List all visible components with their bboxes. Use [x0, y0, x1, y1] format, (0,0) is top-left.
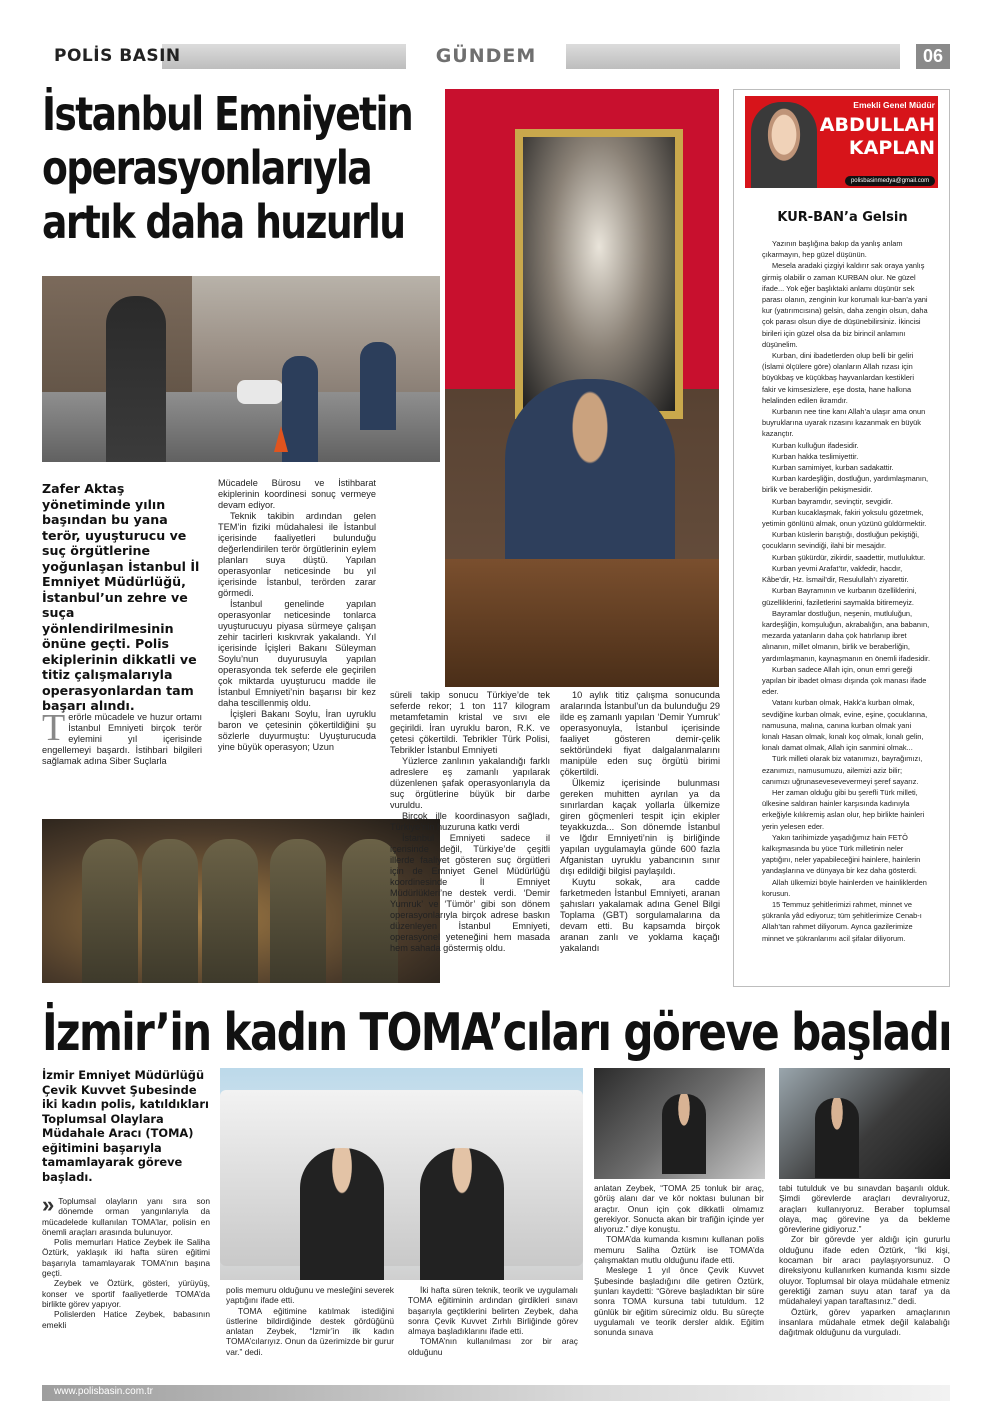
paragraph: Vatanı kurban olmak, Hakk’a kurban olmak, sevdiğine kurban olmak, evine, eşine, çocuklarına, namusuna, malına, canına kurban olmak yani kınalı Hasan olmak, kınalı koç olmak, kınalı gelin, kınalı damat olmak, Allah için sanmini olmak...	[762, 698, 928, 753]
paragraph: Kurban kardeşliğin, dostluğun, yardımlaşmanın, birlik ve beraberliğin pekişmesidir.	[762, 474, 929, 495]
article2-column-1	[42, 1192, 210, 1330]
paragraph: Kurban şükürdür, zikirdir, saadettir, mutluluktur.	[772, 552, 926, 562]
publication-name: POLİS BASIN	[54, 46, 181, 66]
column-text: erörle mücadele ve huzur ortamı İstanbul Emniyeti birçok terör eylemini yıl içerisinde engellemeyi başardı. İstihbari bilgileri sağlamak adına Siber Suçlarla	[42, 712, 202, 766]
paragraph: İstanbul genelinde yapılan operasyonlar neticesinde tonlarca uyuşturucuyu piyasa sürmeye çalışan zehir tacirleri kıskıvrak yakalandı. Yıl içerisinde İçişleri Bakanı Süleyman Soylu’nun duyurusuyla yapılan operasyonda tek seferde ele geçirilen çok miktarda uyuşturucu madde ile İstanbul Emniyeti’nin başarısı bir kez daha tescillenmiş oldu.	[218, 599, 376, 708]
author-photo	[751, 102, 817, 188]
police-street-photo	[42, 276, 440, 462]
paragraph: Her zaman olduğu gibi bu şerefli Türk milleti, ülkesine saldıran hainler karşısında kadınıyla erkeğiyle kılıkremiş aslan olur, hep birlikte hainleri yerin yelesen eder.	[762, 787, 925, 831]
toma-cab-photo-1	[594, 1068, 765, 1179]
paragraph: Meslege 1 yıl önce Çevik Kuvvet Şubesinde başladığını dile getiren Öztürk, şunları kaydetti: “Göreve başladıktan bir süre sonra TOMA kursuna tabi tutuldum. 12 günlük bir eğitim sürecimiz oldu. Bu süreçte uygulamalı ve teorik dersler aldık. Eğitim sonunda sınava	[594, 1265, 764, 1338]
page-header	[42, 44, 950, 69]
author-first-name: ABDULLAH	[819, 114, 935, 136]
paragraph: Teknik takibin ardından gelen TEM’in fiziki müdahalesi ile İstanbul içerisinde faaliyetleri bulunduğu değerlendirilen terör örgütlerinin eylem planları suya düştü. Yapılan operasyonlar neticesinde bu yıl içerisinde İstanbul, terörden zarar görmedi.	[218, 511, 376, 598]
paragraph: TOMA’da kumanda kısmını kullanan polis memuru Saliha Öztürk ise TOMA’da çalışmaktan mutlu olduğunu ifade etti.	[594, 1234, 764, 1266]
article2-column-5	[779, 1183, 950, 1337]
paragraph: İki hafta süren teknik, teorik ve uygulamalı TOMA eğitiminin ardından girdikleri sınavı başarıyla geçtiklerini belirten Zeybek, daha sonra Çevik Kuvvet Zırhlı Birliğinde görev almaya başladıklarını ifade etti.	[408, 1285, 578, 1337]
paragraph: Kurban samimiyet, kurban sadakattir.	[772, 463, 894, 473]
paragraph: Kurban, dini ibadetlerden olup belli bir geliri (İslami ölçülere göre) olanların Allah rızası için büyükbaş ve küçükbaş hayvanlardan kestikleri fakir ve kimsesizlere, eşe dosta, hane halkına helalinden edilen ikramdır.	[762, 351, 915, 405]
page-footer	[42, 1385, 950, 1401]
paragraph: Polis memurları Hatice Zeybek ile Saliha Öztürk, yaklaşık iki hafta süren eğitimi başarıyla tamamlayarak TOMA’nın başına geçti.	[42, 1237, 210, 1279]
paragraph: Ülkemiz içerisinde bulunması gereken muhitten ayrılan ya da sınırlardan kaçak yollarla ülkemize giren göçmenleri tespit için ekipler teyakkuzda... Son dönemde İstanbul ve Iğdır Emniyeti’nin iş birliğinde yapılan uygulamayla günde 600 fazla Afganistan uyruklu yabancının sınır dışı edildiği bilgisi paylaşıldı.	[560, 778, 720, 876]
toma-cab-photo-2	[779, 1068, 950, 1179]
paragraph: Kurbanın nee tine kanı Allah’a ulaşır ama onun buyruklarına uyarak rızasını kazanmak en büyük kazançtır.	[762, 407, 926, 439]
paragraph: Kurban küslerin barıştığı, dostluğun pekiştiği, çocukların sevindiği, ilahi bir mesajdır.	[762, 530, 920, 551]
paragraph: Kurban kucaklaşmak, fakiri yoksulu gözetmek, yetimin gönlünü almak, onun yüzünü güldürmektir.	[762, 507, 927, 529]
paragraph: Birçok ille koordinasyon sağladı, Türkiye’nin huzuruna katkı verdi	[390, 811, 550, 832]
paragraph: Kuytu sokak, ara cadde farketmeden İstanbul Emniyeti, aranan şahısları yakalamak adına Genel Bilgi Toplama (GBT) sorgulamalarına da devam etti. Bu kapsamda birçok aranan zanlı ve yoklama kaçağı yakalandı	[560, 877, 720, 953]
paragraph: Kurban kulluğun ifadesidir.	[772, 440, 859, 450]
paragraph: Zor bir görevde yer aldığı için gururlu olduğunu ifade eden Öztürk, “İki kişi, kocaman bir aracı paylaşıyorsunuz. O direksiyonu kullanırken kumanda kısmı sizde oluyor. Toplumsal bir olaya müdahale etmeniz gerektiği zaman suyu atan taraf ya da müdahaleyi yapan taraftasınız.” dedi.	[779, 1234, 950, 1307]
paragraph: Türk milleti olarak biz vatanımızı, bayrağımızı, ezanımızı, namusumuzu, ailemizi aziz bilir; canımızı uğrunasevesevevermeyi şeref sayarız.	[762, 754, 923, 786]
article2-column-4	[594, 1183, 764, 1337]
paragraph: İstanbul Emniyeti sadece il içerisinde değil, Türkiye’de çeşitli illerde faaliyet gösteren suç örgütleri için de Emniyet Genel Müdürlüğü koordinesinde İl Emniyet Müdürlükleri’ne destek verdi. ‘Demir Yumruk’ ve ‘Tümör’ gibi son dönem operasyonlarıyla birçok adrese baskın düzenleyen İstanbul Emniyeti, operasyonel yeteneğini hem masada hem sahada göstermiş oldu.	[390, 833, 550, 953]
paragraph: tabi tutulduk ve bu sınavdan başarılı olduk. Şimdi görevlerde araçları devralıyoruz, araçları kullanıyoruz. Beraber toplumsal olaya, maç görevine ya da bekleme görevlerine gidiyoruz.”	[779, 1183, 950, 1235]
article-column-3	[390, 690, 550, 954]
paragraph: TOMA eğitimine katılmak istediğini üstlerine bildirdiğinde destek gördüğünü anlatan Zeybek, “İzmir’in ilk kadın TOMA’cılarıyız. Onun da üzerimizde bir gurur var.” dedi.	[226, 1305, 394, 1357]
author-name	[815, 114, 935, 160]
opinion-column	[733, 89, 950, 987]
section-label: GÜNDEM	[406, 44, 566, 69]
article-lead: Zafer Aktaş yönetiminde yılın başından bu yana terör, uyuşturucu ve suç örgütlerine yoğunlaşan İstanbul İl Emniyet Müdürlüğü, İstanbul’un zehre ve suça yönlendirilmesinin önüne geçti. Polis ekiplerinin dikkatli ve titiz çalışmalarıyla operasyonlardan tam başarı alındı.	[42, 481, 200, 713]
paragraph: Yazının başlığına bakıp da yanlış anlam çıkarmayın, hep güzel düşünün.	[762, 239, 903, 260]
paragraph: Kurban Bayramının ve kurbanın özelliklerini, güzelliklerini, faziletlerini saymakla bitiremeyiz.	[762, 586, 917, 607]
toma-officers-photo	[220, 1068, 583, 1280]
article-column-4	[560, 690, 720, 954]
quote-marker-icon: »	[42, 1192, 55, 1217]
paragraph: 15 Temmuz şehitlerimizi rahmet, minnet ve şükranla yâd ediyoruz; tüm şehitlerimize Cenab-ı Allah’tan rahmet diliyorum. Ayrıca gazilerimize minnet ve şükranlarımı acil şifalar diliyorum.	[762, 899, 922, 943]
paragraph: Kurban hakka teslimiyettir.	[772, 451, 859, 461]
article-lead: İzmir Emniyet Müdürlüğü Çevik Kuvvet Şubesinde iki kadın polis, katıldıkları Toplumsal Olaylara Müdahale Aracı (TOMA) eğitimini başarıyla tamamlayarak göreve başladı.	[42, 1068, 209, 1184]
paragraph: Kurban yevmi Arafat’tır, vakfedir, hacdır, Kâbe’dir, Hz. İsmail’dir, Resulullah’ı ziyarettir.	[762, 563, 909, 585]
column-body	[762, 238, 930, 944]
paragraph: Kurban sadece Allah için, onun emri gereği yapılan bir ibadet olması dışında çok manası ifade eder.	[762, 664, 927, 697]
author-banner	[745, 96, 938, 188]
paragraph: Allah ülkemizi böyle hainlerden ve hainliklerden korusun.	[762, 877, 927, 898]
paragraph: Polislerden Hatice Zeybek, babasının emekli	[42, 1309, 210, 1330]
headline-istanbul	[42, 87, 413, 249]
author-role: Emekli Genel Müdür	[853, 100, 935, 110]
column-title: KUR-BAN’a Gelsin	[777, 210, 908, 225]
paragraph: anlatan Zeybek, “TOMA 25 tonluk bir araç, görüş alanı dar ve kör noktası bulunan bir araçtır. Onun için çok dikkatli olmamız gerekiyor. Sonucta akan bir trafiğin içinde yer alıyoruz.” diye konuştu.	[594, 1183, 764, 1235]
author-last-name: KAPLAN	[848, 137, 935, 159]
paragraph: Mesela aradaki çizgiyi kaldırır sak oraya yanlış girmiş olabilir o zaman KURBAN olur. Ne güzel ifade... Yok eğer başlıktaki anlamı düşünür sek parası olanın, zenginin kur korumalı kur-ban’a yani kur (yatırımcısına) gelsin, daha zengin olsun, daha çok parası olsun diye de düşünebilirsiniz. İkincisi birileri için güzel olsa da biz birincil anlamını düşünelim.	[762, 261, 928, 349]
paragraph: Yakın tarihimizde yaşadığımız hain FETÖ kalkışmasında bu yüce Türk milletinin neler yaptığını, neler yapabileceğini hainlere, hainlerin yandaşlarına ve dünyaya bir kez daha gösterdi.	[762, 832, 921, 876]
paragraph: süreli takip sonucu Türkiye’de tek seferde rekor; 1 ton 117 kilogram metamfetamin kristal ve sıvı ele geçirildi. İran uyruklu baron, R.K. ve çetesi çökertildi. Tebrikler Türk Polisi, Tebrikler İstanbul Emniyeti	[390, 690, 550, 755]
paragraph: polis memuru olduğunu ve mesleğini severek yaptığını ifade etti.	[226, 1285, 394, 1306]
police-chief-photo	[445, 89, 719, 687]
paragraph: Öztürk, görev yaparken amaçlarının insanlara müdahale etmek değil kalabalığı dağıtmak olduğunu da vurguladı.	[779, 1306, 950, 1338]
paragraph: 10 aylık titiz çalışma sonucunda aralarında İstanbul’un da bulunduğu 29 ilde eş zamanlı yapılan ‘Demir Yumruk’ operasyonuyla, İstanbul içerisinde faaliyet gösteren demir-çelik sektöründeki fiyat dalgalanmalarını manipüle eden suç örgütü birimi çökertildi.	[560, 690, 720, 777]
paragraph: Yüzlerce zanlının yakalandığı farklı adreslere eş zamanlı yapılarak düzenlenen şafak operasyonlarıyla da suç örgütlerine büyük bir darbe vuruldu.	[390, 756, 550, 810]
paragraph: TOMA’nın kullanılması zor bir araç olduğunu	[408, 1336, 578, 1357]
page-number: 06	[916, 44, 950, 69]
paragraph: Mücadele Bürosu ve İstihbarat ekiplerinin koordinesi sonuç vermeye devam ediyor.	[218, 478, 376, 510]
paragraph: Toplumsal olayların yanı sıra son dönemde orman yangınlarıyla da mücadelede kullanılan TOMA’lar, polisin en önemli araçları arasında bulunuyor.	[42, 1196, 210, 1237]
headline-text: İstanbul Emniyetin operasyonlarıyla artık daha huzurlu	[42, 87, 413, 249]
special-forces-raid-photo	[42, 819, 440, 983]
article2-column-2	[226, 1285, 394, 1357]
website-link[interactable]: www.polisbasin.com.tr	[54, 1386, 153, 1397]
article2-column-3	[408, 1285, 578, 1357]
drop-cap: T	[42, 707, 66, 749]
paragraph: Kurban bayramdır, sevinçtir, sevgidir.	[772, 496, 893, 506]
headline-izmir: İzmir’in kadın TOMA’cıları göreve başladı	[42, 1003, 951, 1063]
paragraph: Bayramlar dostluğun, neşenin, mutluluğun, kardeşliğin, komşuluğun, akrabalığın, ana babanın, mezarda yatanların daha çok hatırlanıp ibret alınanın, millet olmanın, birlik ve beraberliğin, yardımlaşmanın, kaynaşmanın en önemli ifadesidir.	[762, 608, 931, 663]
author-email: polisbasinmedya@gmail.com	[845, 176, 935, 186]
paragraph: Zeybek ve Öztürk, gösteri, yürüyüş, konser ve sportif faaliyetlerde TOMA’da birlikte görev yapıyor.	[42, 1278, 210, 1309]
article-column-2	[218, 478, 376, 753]
article-column-1	[42, 707, 202, 767]
paragraph: İçişleri Bakanı Soylu, İran uyruklu baron ve çetesinin çökertildiğini şu sözlerle duyurmuştu: Uyuşturucuda yine büyük operasyon; Uzun	[218, 709, 376, 752]
